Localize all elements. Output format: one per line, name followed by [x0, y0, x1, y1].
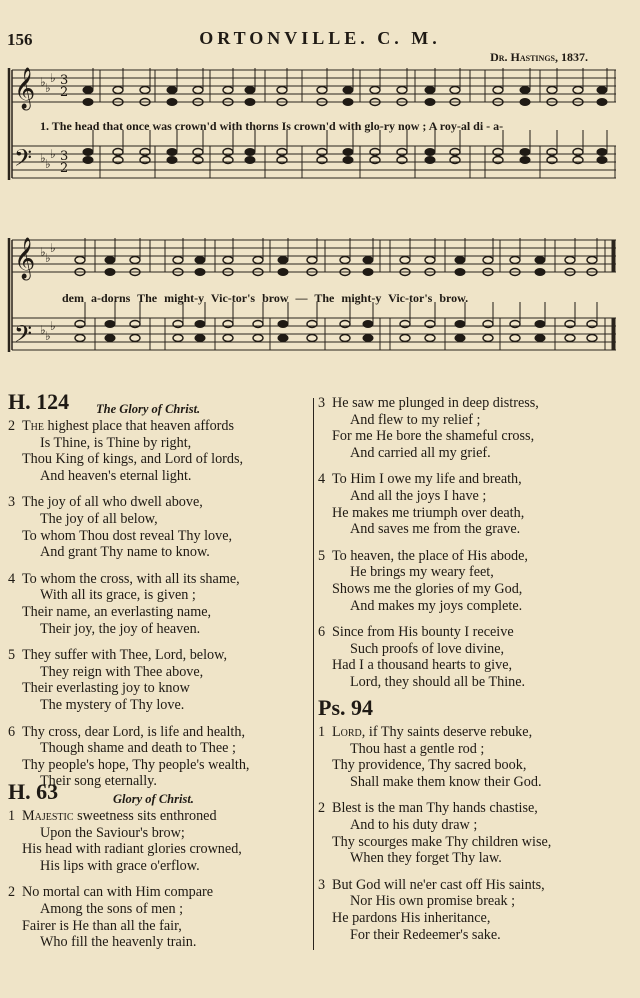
svg-text:♭: ♭ — [50, 241, 56, 255]
verse-line — [318, 521, 638, 538]
svg-text:𝄢: 𝄢 — [14, 144, 33, 177]
verse-text: Though shame and death to Thee ; — [40, 740, 236, 757]
verse-number: 1 — [318, 724, 326, 740]
verse-line — [8, 571, 308, 588]
verse-line — [8, 418, 308, 435]
verse-line — [318, 877, 638, 894]
verse-line — [318, 910, 638, 927]
verse-text: Shall make them know their God. — [350, 773, 542, 790]
verse-number: 1 — [8, 808, 16, 824]
verse-line — [318, 850, 638, 867]
verse-text: Shows me the glories of my God, — [332, 580, 523, 597]
verse-line — [318, 800, 638, 817]
stanza — [8, 418, 308, 484]
verse-text: But God will ne'er cast off His saints, — [332, 876, 545, 893]
verse-line — [8, 841, 308, 858]
svg-text:𝄞: 𝄞 — [14, 238, 36, 279]
verse-line — [318, 817, 638, 834]
verse-text: They suffer with Thee, Lord, below, — [22, 647, 228, 664]
verse-text: if Thy saints deserve rebuke, — [368, 724, 533, 740]
verse-number: 2 — [8, 884, 16, 901]
stanza — [318, 877, 638, 943]
verse-text: They reign with Thee above, — [40, 663, 204, 680]
verse-number: 3 — [8, 494, 16, 511]
verse-line — [318, 395, 638, 412]
verse-text: Thy providence, Thy sacred book, — [332, 757, 527, 774]
hymn-h63-continued — [318, 395, 638, 701]
verse-text: Had I a thousand hearts to give, — [332, 657, 513, 674]
verse-line — [318, 741, 638, 758]
verse-line — [8, 587, 308, 604]
verse-line — [8, 680, 308, 697]
verse-text: highest place that heaven affords — [47, 418, 235, 434]
verse-line — [8, 934, 308, 951]
verse-text: He saw me plunged in deep distress, — [332, 395, 539, 411]
verse-text: Thy cross, dear Lord, is life and health, — [22, 723, 245, 740]
svg-text:3: 3 — [60, 149, 69, 164]
stanza — [318, 800, 638, 866]
lyrics-system-1: 1. The head that once was crown'd with thorns Is crown'd with glo-ry now ; A roy-al di - a- — [40, 119, 504, 133]
svg-text:♭: ♭ — [40, 151, 46, 165]
verse-number: 6 — [318, 624, 326, 641]
verse-text: Their joy, the joy of heaven. — [40, 620, 201, 637]
verse-line — [318, 927, 638, 944]
verse-text: And all the joys I have ; — [350, 487, 487, 504]
verse-text: With all its grace, is given ; — [40, 587, 196, 604]
verse-text: The joy of all below, — [40, 510, 158, 527]
verse-line — [318, 581, 638, 598]
composer-credit: Dr. Hastings, 1837. — [490, 50, 588, 64]
verse-number: 4 — [8, 570, 16, 587]
verse-text: And to his duty draw ; — [350, 816, 478, 833]
verse-line — [8, 494, 308, 511]
verse-text: For me He bore the shameful cross, — [332, 428, 535, 445]
stanza — [8, 808, 308, 874]
verse-text: His lips with grace o'erflow. — [40, 857, 200, 874]
verse-line — [318, 641, 638, 658]
verse-number: 5 — [8, 647, 16, 664]
verse-line — [8, 901, 308, 918]
verse-text: sweetness sits enthroned — [77, 808, 217, 824]
verse-text: Who fill the heavenly train. — [40, 934, 197, 951]
verse-line — [8, 697, 308, 714]
svg-text:𝄞: 𝄞 — [14, 68, 36, 109]
verse-line — [8, 664, 308, 681]
stanza — [8, 571, 308, 637]
verse-line — [8, 511, 308, 528]
verse-text: He makes me triumph over death, — [332, 504, 525, 521]
svg-text:♭: ♭ — [40, 245, 46, 259]
stanza — [318, 724, 638, 790]
verse-text: The mystery of Thy love. — [40, 696, 185, 713]
verse-text: Since from His bounty I receive — [332, 624, 514, 641]
stanza — [318, 471, 638, 537]
verse-text: His head with radiant glories crowned, — [22, 841, 242, 858]
verse-text: And heaven's eternal light. — [40, 467, 192, 484]
verse-line — [318, 471, 638, 488]
verse-text: Lord, they should all be Thine. — [350, 673, 526, 690]
verse-line — [8, 740, 308, 757]
verse-text: And carried all my grief. — [350, 444, 491, 461]
hymn-number: H. 63 — [8, 779, 59, 804]
verse-text: Such proofs of love divine, — [350, 640, 505, 657]
verse-line — [318, 774, 638, 791]
hymn-h124 — [8, 389, 308, 804]
svg-text:𝄢: 𝄢 — [14, 320, 33, 353]
verse-text: Blest is the man Thy hands chastise, — [332, 800, 538, 817]
page-number: 156 — [7, 30, 33, 49]
svg-text:♭: ♭ — [50, 71, 56, 85]
verse-text: To whom Thou dost reveal Thy love, — [22, 527, 233, 544]
verse-text: Their song eternally. — [40, 773, 157, 790]
verse-line — [8, 621, 308, 638]
psalm-94 — [318, 695, 638, 953]
small-caps-lead: Majestic — [22, 808, 74, 824]
stanza — [318, 624, 638, 690]
tune-title: ORTONVILLE. C. M. — [199, 28, 441, 48]
verse-number: 5 — [318, 547, 326, 564]
svg-text:♭: ♭ — [45, 81, 51, 95]
verse-line — [8, 451, 308, 468]
verse-line — [318, 757, 638, 774]
verse-text: Upon the Saviour's brow; — [40, 824, 185, 841]
svg-text:♭: ♭ — [50, 319, 56, 333]
verse-line — [318, 893, 638, 910]
verse-text: And flew to my relief ; — [350, 411, 481, 428]
svg-text:♭: ♭ — [45, 329, 51, 343]
verse-text: To Him I owe my life and breath, — [332, 471, 522, 488]
verse-line — [8, 724, 308, 741]
verse-number: 3 — [318, 876, 326, 893]
stanza — [8, 884, 308, 950]
column-divider — [313, 398, 314, 950]
hymn-number: Ps. 94 — [318, 695, 373, 720]
verse-line — [8, 884, 308, 901]
verse-text: Thy people's hope, Thy people's wealth, — [22, 756, 250, 773]
verse-text: Fairer is He than all the fair, — [22, 917, 182, 934]
verse-line — [318, 445, 638, 462]
stanza — [318, 548, 638, 614]
verse-text: Thou hast a gentle rod ; — [350, 740, 485, 757]
verse-text: And saves me from the grave. — [350, 521, 521, 538]
hymn-subtitle: The Glory of Christ. — [96, 402, 201, 416]
verse-line — [8, 647, 308, 664]
verse-line — [8, 808, 308, 825]
verse-line — [318, 657, 638, 674]
svg-text:♭: ♭ — [40, 323, 46, 337]
verse-text: To heaven, the place of His abode, — [332, 547, 528, 564]
stanza — [8, 647, 308, 713]
music-score — [0, 0, 640, 370]
hymn-number: H. 124 — [8, 389, 70, 414]
svg-text:♭: ♭ — [45, 157, 51, 171]
verse-text: For their Redeemer's sake. — [350, 926, 501, 943]
verse-line — [318, 488, 638, 505]
verse-line — [318, 674, 638, 691]
verse-text: The joy of all who dwell above, — [22, 494, 203, 511]
verse-text: He brings my weary feet, — [350, 564, 494, 581]
verse-text: Among the sons of men ; — [40, 900, 184, 917]
verse-line — [8, 468, 308, 485]
verse-line — [318, 624, 638, 641]
lyrics-system-2: dem a-dorns The might-y Vic-tor's brow — The might-y Vic-tor's brow. — [62, 291, 469, 305]
verse-line — [318, 412, 638, 429]
verse-line — [8, 918, 308, 935]
verse-number: 2 — [318, 800, 326, 817]
svg-text:2: 2 — [60, 85, 69, 100]
verse-line — [8, 757, 308, 774]
stanza — [8, 494, 308, 560]
verse-line — [318, 564, 638, 581]
verse-text: Their everlasting joy to know — [22, 680, 190, 697]
verse-text: Thy scourges make Thy children wise, — [332, 833, 552, 850]
verse-text: Thou King of kings, and Lord of lords, — [22, 451, 244, 468]
verse-text: To whom the cross, with all its shame, — [22, 570, 240, 587]
verse-line — [8, 825, 308, 842]
verse-line — [8, 544, 308, 561]
verse-text: When they forget Thy law. — [350, 850, 502, 867]
verse-number: 4 — [318, 471, 326, 488]
verse-line — [318, 834, 638, 851]
verse-line — [8, 528, 308, 545]
svg-text:2: 2 — [60, 161, 69, 176]
verse-text: No mortal can with Him compare — [22, 884, 214, 901]
verse-line — [8, 435, 308, 452]
svg-text:♭: ♭ — [50, 147, 56, 161]
stanza — [318, 395, 638, 461]
verse-line — [318, 724, 638, 741]
verse-text: And makes my joys complete. — [350, 597, 523, 614]
verse-line — [8, 604, 308, 621]
small-caps-lead: Lord, — [332, 724, 366, 740]
verse-text: Their name, an everlasting name, — [22, 603, 212, 620]
small-caps-lead: The — [22, 418, 44, 434]
verse-number: 2 — [8, 418, 16, 434]
verse-line — [318, 598, 638, 615]
verse-text: Nor His own promise break ; — [350, 893, 516, 910]
verse-line — [318, 548, 638, 565]
verse-line — [318, 505, 638, 522]
verse-line — [318, 428, 638, 445]
svg-text:♭: ♭ — [40, 75, 46, 89]
verse-text: And grant Thy name to know. — [40, 544, 210, 561]
verse-number: 6 — [8, 723, 16, 740]
svg-text:♭: ♭ — [45, 251, 51, 265]
verse-line — [8, 858, 308, 875]
verse-text: He pardons His inheritance, — [332, 909, 491, 926]
hymn-subtitle: Glory of Christ. — [113, 792, 194, 806]
verse-text: Is Thine, is Thine by right, — [40, 434, 192, 451]
svg-text:3: 3 — [60, 73, 69, 88]
verse-number: 3 — [318, 395, 326, 411]
